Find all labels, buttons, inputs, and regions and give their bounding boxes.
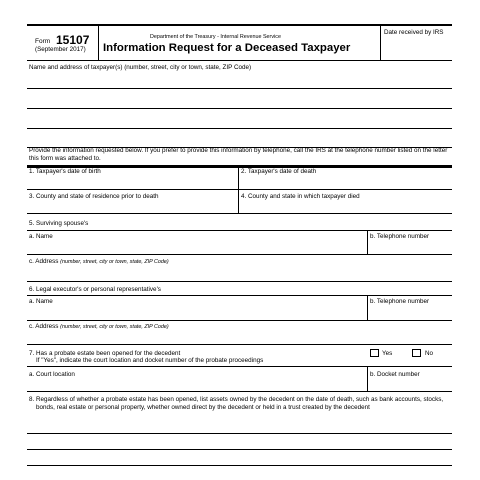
field-6-label: 6. Legal executor's or personal representative's: [29, 286, 161, 293]
field-7-line-1: 7. Has a probate estate been opened for the decedent: [29, 350, 181, 357]
assets-line-1[interactable]: [27, 433, 452, 434]
field-7-line-2: If "Yes", indicate the court location and docket number of the probate proceedings: [36, 357, 264, 364]
row-2-top: [27, 189, 452, 190]
row-3-top: [27, 213, 452, 214]
header-bottom-rule: [27, 60, 452, 61]
row-5c-top: [27, 254, 452, 255]
taxpayer-address-line-2[interactable]: [27, 108, 452, 109]
row-6c-top: [27, 320, 452, 321]
top-rule: [27, 24, 452, 26]
row-8-top: [27, 391, 452, 392]
field-5c-label: [29, 258, 169, 266]
agency-name: Department of the Treasury - Internal Revenue Service: [150, 34, 281, 40]
field-5-label: 5. Surviving spouse's: [29, 220, 89, 227]
field-1-label: 1. Taxpayer's date of birth: [29, 168, 101, 175]
row-6a-top: [27, 295, 452, 296]
instructions-text: Provide the information requested below. If you prefer to provide this information by telephone, call the IRS at the telephone number listed on the letter this form was attached to.: [29, 147, 448, 162]
date-received-label: Date received by IRS: [384, 29, 444, 36]
row-6a-divider: [367, 295, 368, 320]
field-5c-text: c. Address: [29, 258, 59, 265]
field-7b-label: b. Docket number: [370, 371, 420, 378]
form-page: [27, 24, 452, 480]
row-7-top: [27, 344, 452, 345]
assets-line-3[interactable]: [27, 465, 452, 466]
field-4-label: 4. County and state in which taxpayer died: [241, 193, 360, 200]
field-6b-label: b. Telephone number: [370, 298, 430, 305]
form-date: (September 2017): [35, 46, 86, 53]
field-6c-label: [29, 323, 169, 331]
no-label: No: [425, 350, 434, 357]
row-5a-top: [27, 230, 452, 231]
form-word: Form: [35, 38, 51, 45]
row-7a-divider: [367, 366, 368, 391]
field-6c-text: c. Address: [29, 323, 59, 330]
taxpayer-address-line-1[interactable]: [27, 88, 452, 89]
header-divider-right: [380, 24, 381, 60]
field-7a-label: a. Court location: [29, 371, 75, 378]
yes-label: Yes: [382, 350, 393, 357]
field-6a-label: a. Name: [29, 298, 53, 305]
field-8-label: 8. Regardless of whether a probate estate has been opened, list assets owned by the decedent on the date of death, such as bank accounts, stocks, bonds, real estate or personal property, whether owned direct by the decedent or held in a trust created by the decedent: [29, 396, 444, 411]
form-title: Information Request for a Deceased Taxpayer: [103, 42, 351, 54]
row-1-top: [27, 165, 452, 166]
taxpayer-address-line-3[interactable]: [27, 128, 452, 129]
taxpayer-name-label: Name and address of taxpayer(s) (number, street, city or town, state, ZIP Code): [29, 64, 252, 71]
no-checkbox[interactable]: [412, 349, 421, 357]
field-3-label: 3. County and state of residence prior to death: [29, 193, 159, 200]
header-divider-left: [98, 24, 99, 60]
field-5b-label: b. Telephone number: [370, 233, 430, 240]
assets-line-2[interactable]: [27, 449, 452, 450]
field-6c-hint: (number, street, city or town, state, ZIP Code): [60, 324, 169, 330]
field-2-label: 2. Taxpayer's date of death: [241, 168, 317, 175]
yes-checkbox[interactable]: [370, 349, 379, 357]
field-5a-label: a. Name: [29, 233, 53, 240]
form-number: 15107: [56, 33, 90, 47]
row-7a-top: [27, 366, 452, 367]
row-5a-divider: [367, 230, 368, 254]
field-5c-hint: (number, street, city or town, state, ZIP Code): [60, 259, 169, 265]
row-6-top: [27, 281, 452, 282]
